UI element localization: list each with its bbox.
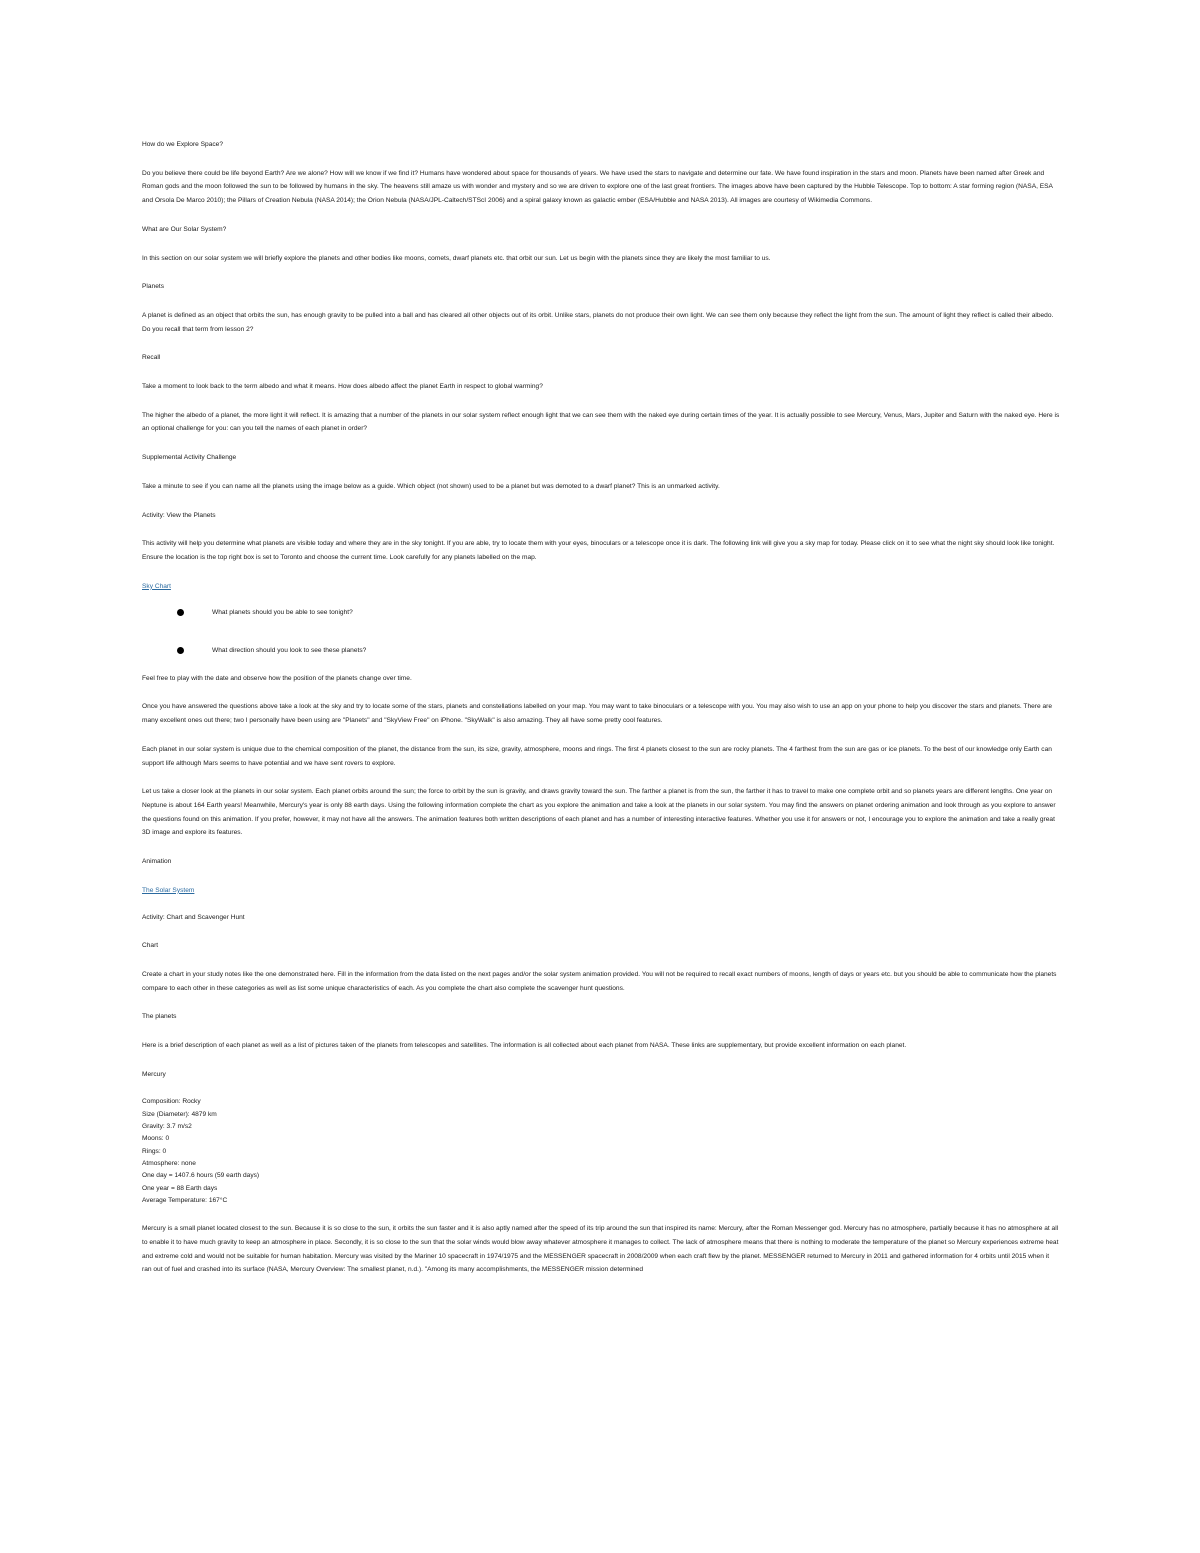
answered-paragraph: Once you have answered the questions above take a look at the sky and try to locate some of the stars, planets and constellations labelled on your map. You may want to take binoculars or a telescope with you. You may also wish to use an app on your phone to help you discover the stars and planets. There are many excellent ones out there; two I personally have been using are "Planets" and "SkyView Free" on iPhone. "SkyWalk" is also amazing. They all have some pretty cool features. xyxy=(142,703,1053,725)
sky-chart-link[interactable]: Sky Chart xyxy=(142,582,171,590)
supplemental-heading: Supplemental Activity Challenge xyxy=(142,454,237,462)
each-planet-paragraph: Each planet in our solar system is unique due to the chemical composition of the planet, the distance from the sun, its size, gravity, atmosphere, moons and rings. The first 4 planets closest to the sun are rocky planets. The 4 farthest from the sun are gas or ice planets. To the best of our knowledge only Earth can support life although Mars seems to have potential and we have sent rovers to explore. xyxy=(142,745,1052,767)
mercury-heading: Mercury xyxy=(142,1070,166,1078)
fact-line: Size (Diameter): 4879 km xyxy=(142,1110,217,1118)
question-list xyxy=(142,606,1060,657)
free-play-paragraph: Feel free to play with the date and observe how the position of the planets change over time. xyxy=(142,674,412,682)
bullet-icon xyxy=(177,647,184,654)
supplemental-paragraph: Take a minute to see if you can name all the planets using the image below as a guide. Which object (not shown) used to be a planet but was demoted to a dwarf planet? This is an unmarked activity. xyxy=(142,482,720,490)
view-planets-paragraph: This activity will help you determine what planets are visible today and where they are in the sky tonight. If you are able, try to locate them with your eyes, binoculars or a telescope once it is dark. The following link will give you a sky map for today. Please click on it to see what the night sky should look like tonight. Ensure the location is the top right box is set to Toronto and choose the current time. Look carefully for any planets labelled on the map. xyxy=(142,540,1055,561)
mercury-paragraph: Mercury is a small planet located closest to the sun. Because it is so close to the sun, it orbits the sun faster and it is also aptly named after the speed of its trip around the sun that inspired its name: Mercury, after the Roman Messenger god. Mercury has no atmosphere, partially because it has no atmosphere at all to enable it to have much gravity to keep an atmosphere in place. Secondly, it is so close to the sun that the solar winds would blow away whatever atmosphere it manages to collect. The lack of atmosphere means that there is nothing to moderate the temperature of the planet so Mercury experiences extreme heat and extreme cold and would not be suitable for human habitation. Mercury was visited by the Mariner 10 spacecraft in 1974/1975 and the MESSENGER spacecraft in 2008/2009 when each craft flew by the planet. MESSENGER returned to Mercury in 2011 and gathered information for 4 orbits until 2015 when it ran out of fuel and crashed into its surface (NASA, Mercury Overview: The smallest planet, n.d.). "Among its many accomplishments, the MESSENGER mission determined xyxy=(142,1225,1059,1274)
the-planets-paragraph: Here is a brief description of each planet as well as a list of pictures taken of the planets from telescopes and satellites. The information is all collected about each planet from NASA. These links are supplementary, but provide excellent information on each planet. xyxy=(142,1042,907,1050)
list-item xyxy=(142,606,1060,620)
mercury-facts xyxy=(142,1096,1060,1207)
question-text: What direction should you look to see these planets? xyxy=(212,647,367,655)
planets-paragraph: A planet is defined as an object that orbits the sun, has enough gravity to be pulled into a ball and has cleared all other objects out of its orbit. Unlike stars, planets do not produce their own light. We can see them only because they reflect the light from the sun. The amount of light they reflect is called their albedo. Do you recall that term from lesson 2? xyxy=(142,311,1054,333)
view-planets-heading: Activity: View the Planets xyxy=(142,511,216,519)
doc-title: How do we Explore Space? xyxy=(142,141,224,148)
chart-heading: Chart xyxy=(142,942,159,950)
recall-heading: Recall xyxy=(142,354,161,362)
question-text: What planets should you be able to see tonight? xyxy=(212,609,353,617)
bullet-icon xyxy=(177,609,184,616)
fact-line: One day = 1407.6 hours (59 earth days) xyxy=(142,1172,260,1180)
fact-line: One year = 88 Earth days xyxy=(142,1184,218,1192)
animation-heading: Animation xyxy=(142,858,172,866)
albedo-paragraph: The higher the albedo of a planet, the more light it will reflect. It is amazing that a number of the planets in our solar system reflect enough light that we can see them with the naked eye during certain times of the year. It is actually possible to see Mercury, Venus, Mars, Jupiter and Saturn with the naked eye. Here is an optional challenge for you: can you tell the names of each planet in order? xyxy=(142,411,1060,433)
intro-paragraph: Do you believe there could be life beyond Earth? Are we alone? How will we know if we find it? Humans have wondered about space for thousands of years. We have used the stars to navigate and determine our fate. We have found inspiration in the stars and moon. Planets have been named after Greek and Roman gods and the moon followed the sun to be followed by humans in the sky. The heavens still amaze us with wonder and mystery and so we are driven to explore one of the last great frontiers. The images above have been captured by the Hubble Telescope. Top to bottom: A star forming region (NASA, ESA and Orsola De Marco 2010); the Pillars of Creation Nebula (NASA 2014); the Orion Nebula (NASA/JPL-Caltech/STScI 2006) and a spiral galaxy known as galactic ember (ESA/Hubble and NASA 2013). All images are courtesy of Wikimedia Commons. xyxy=(142,169,1053,205)
recall-paragraph: Take a moment to look back to the term albedo and what it means. How does albedo affect the planet Earth in respect to global warming? xyxy=(142,383,543,391)
fact-line: Rings: 0 xyxy=(142,1147,167,1155)
solar-system-link[interactable]: The Solar System xyxy=(142,886,195,894)
planets-heading: Planets xyxy=(142,283,164,291)
fact-line: Gravity: 3.7 m/s2 xyxy=(142,1123,192,1131)
solar-system-paragraph: In this section on our solar system we will briefly explore the planets and other bodies like moons, comets, dwarf planets etc. that orbit our sun. Let us begin with the planets since they are likely the most familiar to us. xyxy=(142,254,771,262)
document-page xyxy=(142,138,1060,1292)
fact-line: Moons: 0 xyxy=(142,1135,170,1143)
solar-system-heading: What are Our Solar System? xyxy=(142,225,227,233)
fact-line: Atmosphere: none xyxy=(142,1159,196,1167)
chart-paragraph: Create a chart in your study notes like the one demonstrated here. Fill in the information from the data listed on the next pages and/or the solar system animation provided. You will not be required to recall exact numbers of moons, length of days or years etc. but you should be able to communicate how the planets compare to each other in these categories as well as list some unique characteristics of each. As you complete the chart also complete the scavenger hunt questions. xyxy=(142,970,1057,992)
closer-look-paragraph: Let us take a closer look at the planets in our solar system. Each planet orbits around the sun; the force to orbit by the sun is gravity, and draws gravity toward the sun. The farther a planet is from the sun, the farther it has to travel to make one complete orbit and so planets years are different lengths. One year on Neptune is about 164 Earth years! Meanwhile, Mercury's year is only 88 earth days. Using the following information complete the chart as you explore the animation and take a look at the planets in our solar system. You may find the answers on planet ordering animation and look through as you explore to answer the questions found on this animation. If you prefer, however, it may not have all the answers. The animation features both written descriptions of each planet and has a number of interesting interactive features. Whether you use it for answers or not, I encourage you to explore the animation and take a really great 3D image and explore its features. xyxy=(142,788,1056,837)
fact-line: Composition: Rocky xyxy=(142,1098,201,1106)
chart-activity-heading: Activity: Chart and Scavenger Hunt xyxy=(142,913,245,921)
list-item xyxy=(142,644,1060,658)
the-planets-heading: The planets xyxy=(142,1013,177,1021)
fact-line: Average Temperature: 167°C xyxy=(142,1196,228,1204)
